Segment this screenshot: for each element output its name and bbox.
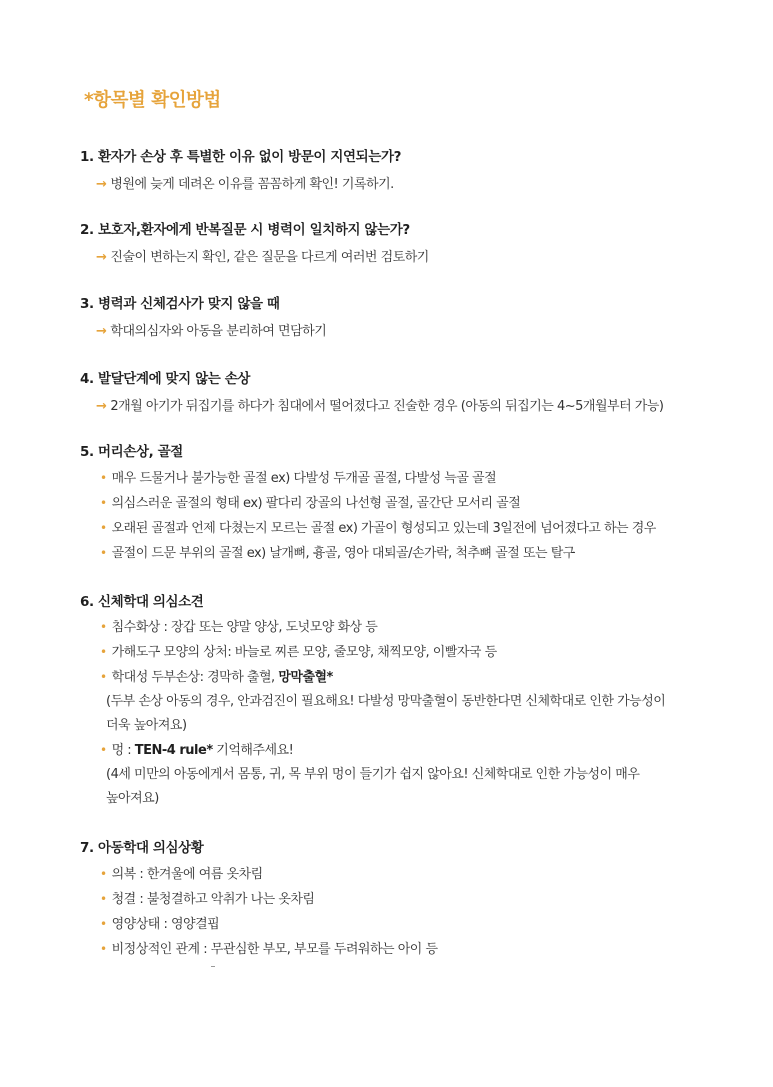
list-item [80,887,750,912]
bullet-icon: • [100,942,107,956]
arrow-icon: → [96,324,107,339]
list-item-text: 영양상태 : 영양결핍 [111,917,220,932]
note-line: 더욱 높아져요) [106,718,187,733]
list-item [80,516,750,541]
bullet-icon: • [100,496,107,510]
section-3-text: 학대의심자와 아동을 분리하여 면담하기 [110,324,327,339]
list-item-text: 매우 드물거나 불가능한 골절 ex) 다발성 두개골 골절, 다발성 늑골 골절 [111,471,497,486]
section-6 [80,592,750,811]
list-item [80,862,750,887]
section-4-detail [80,395,750,419]
section-2-text: 진술이 변하는지 확인, 같은 질문을 다르게 여러번 검토하기 [110,250,429,265]
section-5-heading: 5. 머리손상, 골절 [80,444,183,460]
section-1-heading: 1. 환자가 손상 후 특별한 이유 없이 방문이 지연되는가? [80,149,402,165]
section-4 [80,369,750,419]
list-item [80,466,750,491]
section-3-detail [80,320,750,344]
bullet-icon: • [100,892,107,906]
note-line: (4세 미만의 아동에게서 몸통, 귀, 목 부위 멍이 들기가 쉽지 않아요! 신체학대로 인한 가능성이 매우 [106,767,640,782]
list-item-text: 침수화상 : 장갑 또는 양말 양상, 도넛모양 화상 등 [111,620,378,635]
list-item-text: 멍 : [111,743,135,758]
scan-mark [211,966,215,967]
arrow-icon: → [96,399,107,414]
list-item [80,665,750,690]
bullet-icon: • [100,620,107,634]
bullet-icon: • [100,546,107,560]
list-item-text: 청결 : 불청결하고 악취가 나는 옷차림 [111,892,315,907]
section-2-detail [80,246,750,270]
section-4-heading: 4. 발달단계에 맞지 않는 손상 [80,371,250,387]
bullet-icon: • [100,521,107,535]
list-item [80,541,750,566]
section-1-text: 병원에 늦게 데려온 이유를 꼼꼼하게 확인! 기록하기. [110,177,394,192]
bullet-icon: • [100,917,107,931]
list-item-text: 가해도구 모양의 상처: 바늘로 찌른 모양, 줄모양, 채찍모양, 이빨자국 등 [111,645,497,660]
bullet-icon: • [100,743,107,757]
list-item-text: 학대성 두부손상: 경막하 출혈, [111,670,279,685]
list-item-text: 골절이 드문 부위의 골절 ex) 날개뼈, 흉골, 영아 대퇴골/손가락, 척추뼈 골절 또는 탈구 [111,546,575,561]
list-item-text: 의심스러운 골절의 형태 ex) 팔다리 장골의 나선형 골절, 골간단 모서리 골절 [111,496,521,511]
bullet-icon: • [100,645,107,659]
section-1 [80,147,750,197]
list-item-text: 비정상적인 관계 : 무관심한 부모, 부모를 두려워하는 아이 등 [111,942,438,957]
section-2 [80,220,750,270]
bold-term: TEN-4 rule* [134,743,213,758]
section-6-heading: 6. 신체학대 의심소견 [80,594,204,610]
list-item-text: 기억해주세요! [212,743,294,758]
list-item [80,640,750,665]
bold-term: 망막출혈* [278,670,333,685]
note-line: (두부 손상 아동의 경우, 안과검진이 필요해요! 다발성 망막출혈이 동반한다면 신체학대로 인한 가능성이 [106,694,666,709]
list-item [80,615,750,640]
list-item [80,912,750,937]
list-item-text: 의복 : 한겨울에 여름 옷차림 [111,867,263,882]
bullet-icon: • [100,867,107,881]
list-item-text: 오래된 골절과 언제 다쳤는지 모르는 골절 ex) 가골이 형성되고 있는데 3일전에 넘어졌다고 하는 경우 [111,521,656,536]
section-3-heading: 3. 병력과 신체검사가 맞지 않을 때 [80,296,280,312]
section-2-heading: 2. 보호자,환자에게 반복질문 시 병력이 일치하지 않는가? [80,222,410,238]
bullet-icon: • [100,471,107,485]
list-item [80,738,750,763]
page-title: *항목별 확인방법 [84,90,221,111]
arrow-icon: → [96,177,107,192]
bullet-icon: • [100,670,107,684]
section-7 [80,838,750,962]
section-4-text: 2개월 아기가 뒤집기를 하다가 침대에서 떨어졌다고 진술한 경우 (아동의 뒤집기는 4~5개월부터 가능) [110,399,664,414]
section-7-heading: 7. 아동학대 의심상황 [80,840,204,856]
list-item [80,491,750,516]
section-5 [80,442,750,566]
arrow-icon: → [96,250,107,265]
section-1-detail [80,173,750,197]
list-item [80,937,750,962]
section-3 [80,294,750,344]
note-line: 높아져요) [106,791,159,806]
